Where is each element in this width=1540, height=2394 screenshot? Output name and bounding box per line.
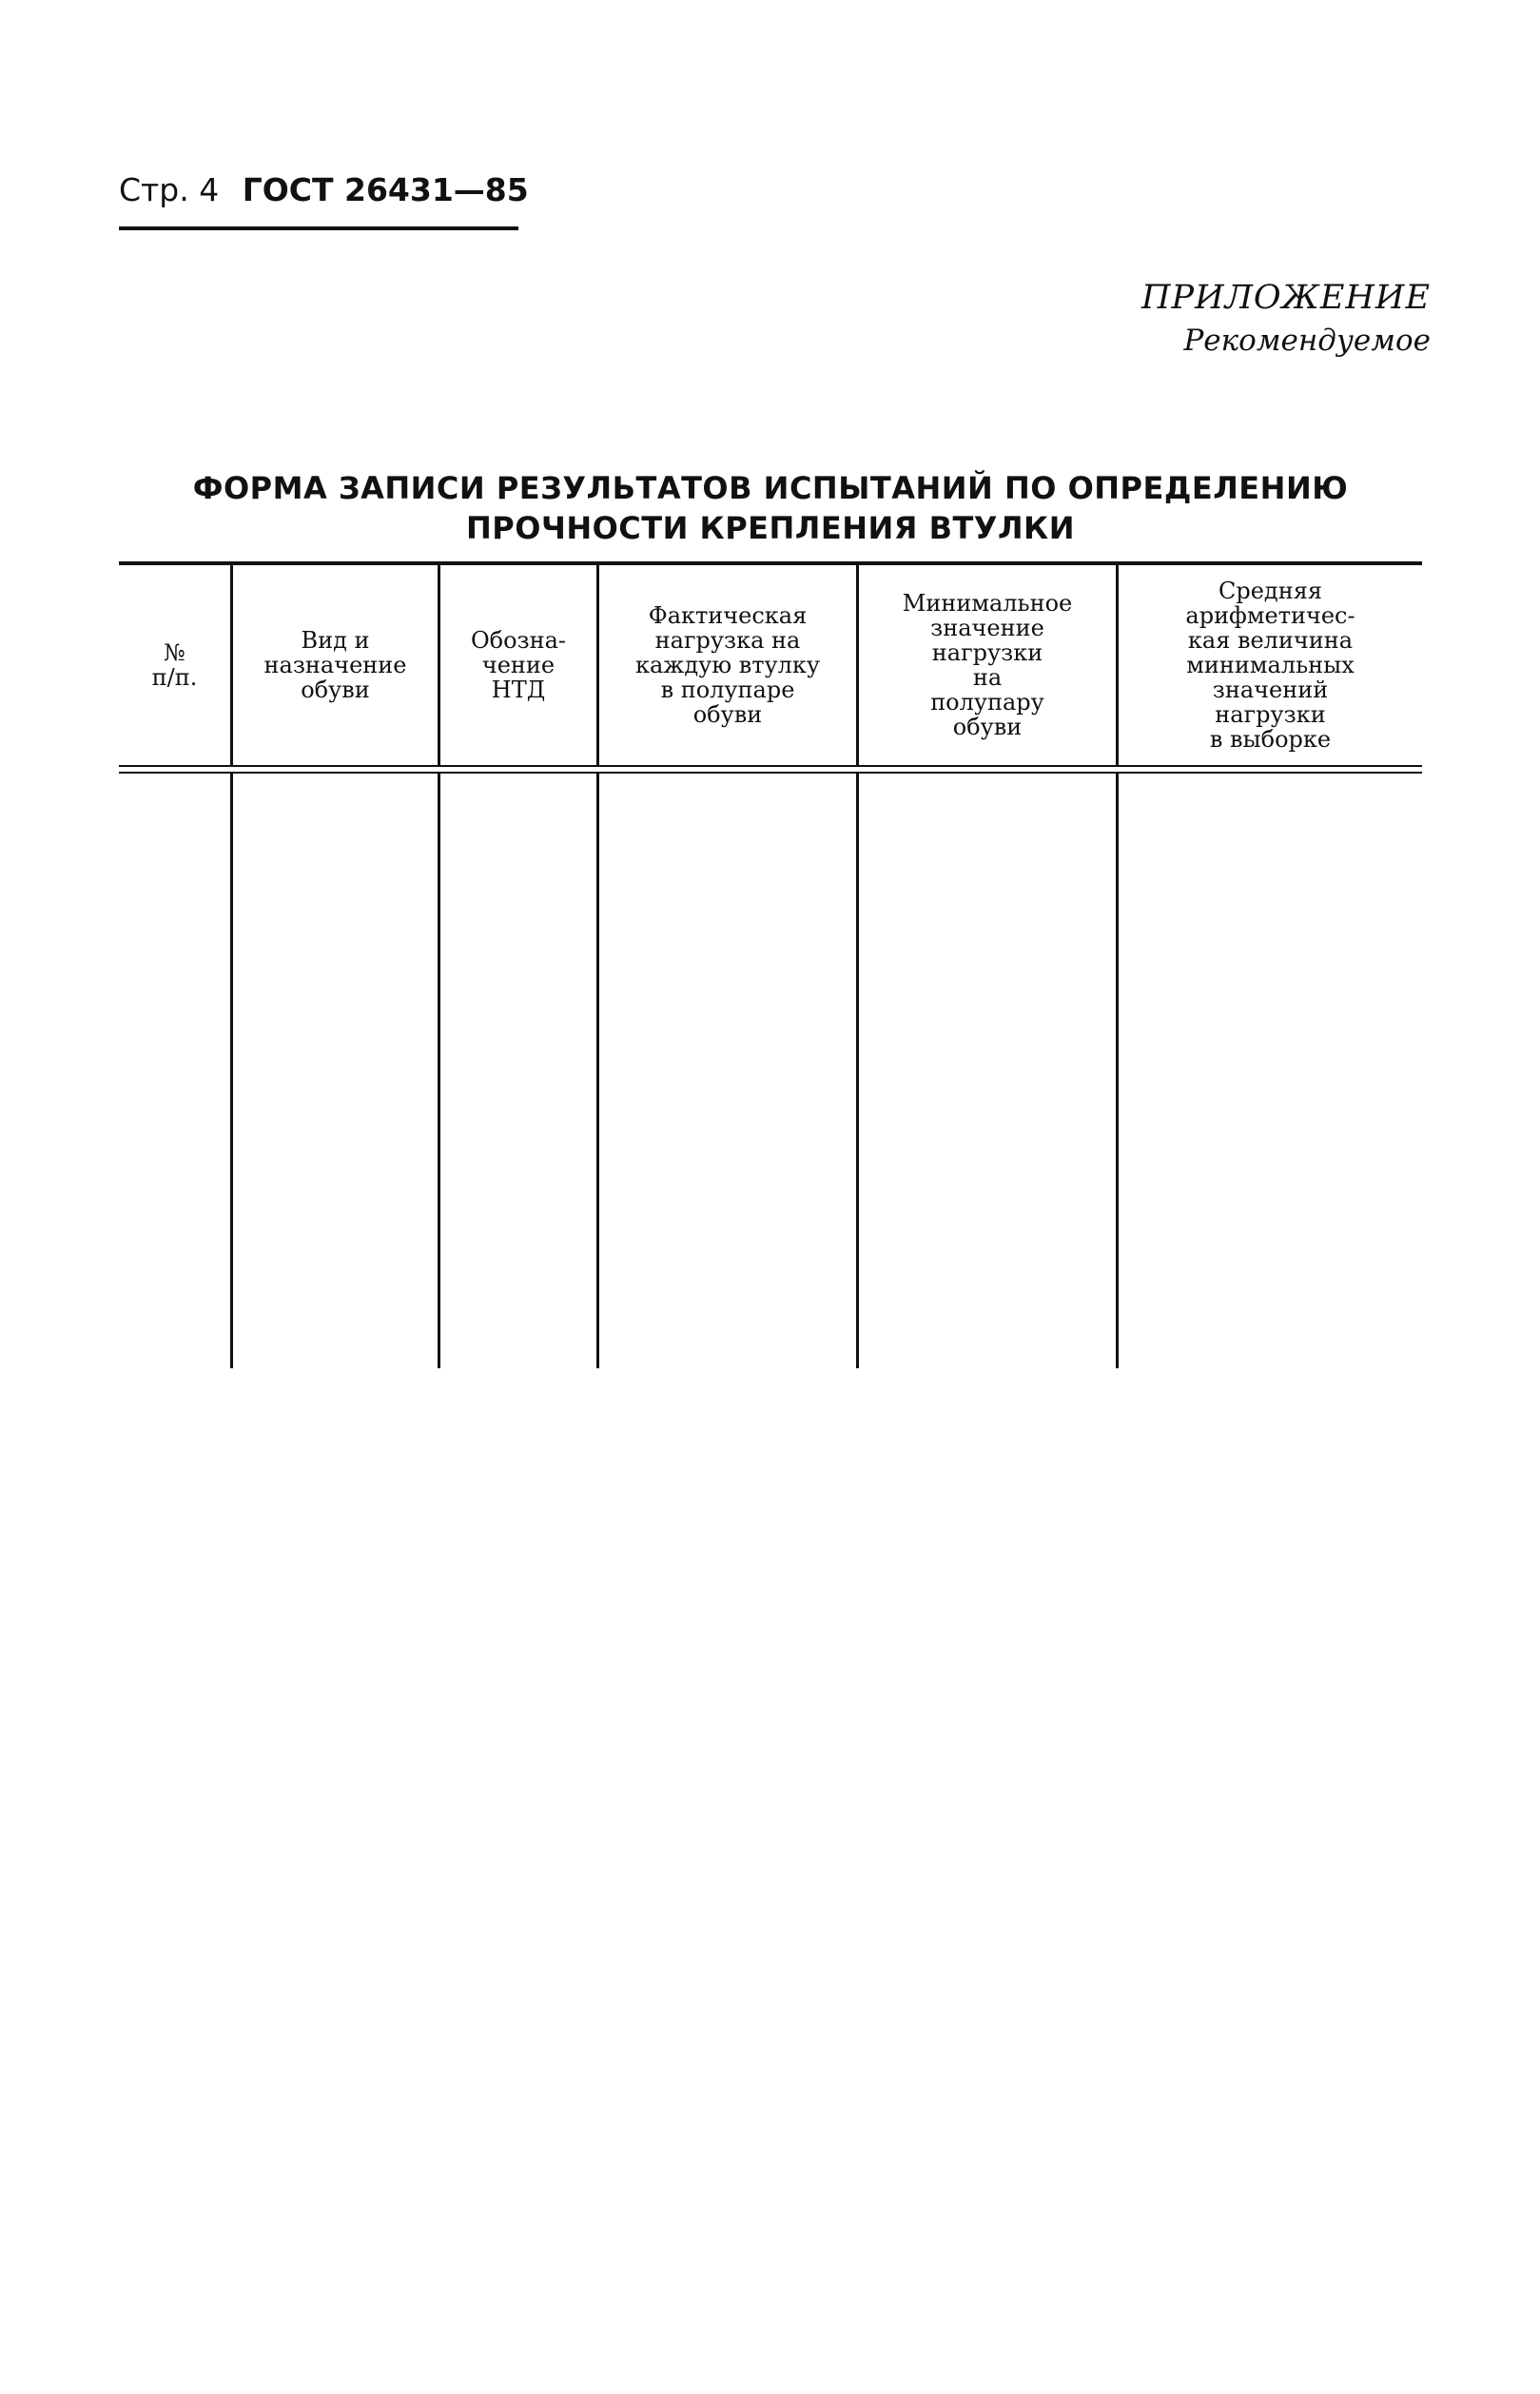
form-title-line-1: ФОРМА ЗАПИСИ РЕЗУЛЬТАТОВ ИСПЫТАНИЙ ПО ОПРЕДЕЛЕНИЮ	[192, 470, 1349, 506]
table-cell-average-min-load	[1116, 774, 1422, 1368]
column-header-shoe-type: Вид и назначение обуви	[230, 565, 438, 765]
appendix-subtitle: Рекомендуемое	[1183, 324, 1431, 358]
column-header-actual-load: Фактическая нагрузка на каждую втулку в полупаре обуви	[596, 565, 856, 765]
appendix-title: ПРИЛОЖЕНИЕ	[1141, 279, 1431, 317]
table-cell-actual-load	[596, 774, 856, 1368]
table-cell-number	[119, 774, 230, 1368]
table-cell-shoe-type	[230, 774, 438, 1368]
table-cell-ntd	[438, 774, 596, 1368]
standard-number: ГОСТ 26431—85	[242, 171, 529, 208]
header-rule	[119, 226, 518, 230]
appendix-label	[1141, 276, 1431, 362]
form-title	[119, 468, 1422, 548]
column-header-ntd: Обозна- чение НТД	[438, 565, 596, 765]
column-header-min-load: Минимальное значение нагрузки на полупару обуви	[856, 565, 1116, 765]
results-form-table	[119, 561, 1422, 1368]
page-header	[119, 171, 529, 208]
table-body-row	[119, 774, 1422, 1368]
column-header-average-min-load: Средняя арифметичес- кая величина минимальных значений нагрузки в выборке	[1116, 565, 1422, 765]
page-number: Стр. 4	[119, 171, 220, 208]
table-header-separator	[119, 765, 1422, 774]
table-cell-min-load	[856, 774, 1116, 1368]
form-title-line-2: ПРОЧНОСТИ КРЕПЛЕНИЯ ВТУЛКИ	[466, 510, 1075, 546]
table-header-row	[119, 565, 1422, 765]
column-header-number: № п/п.	[151, 639, 198, 691]
